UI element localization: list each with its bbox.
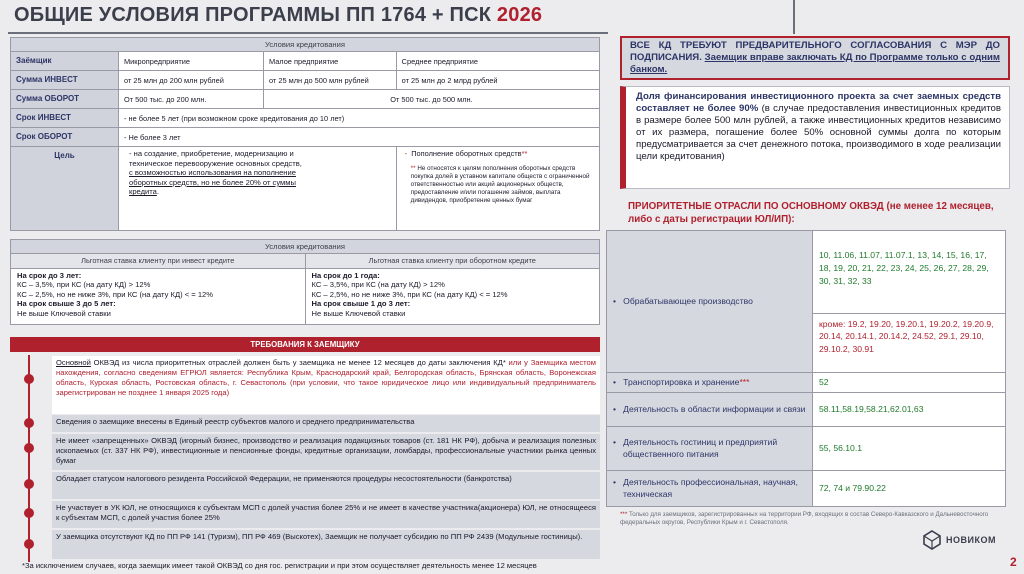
cell-micro: Микропредприятие	[119, 52, 264, 71]
okved-table	[606, 230, 1006, 507]
rate-invest-body: На срок до 3 лет: КС – 3,5%, при КС (на дату КД) > 12% КС – 2,5%, но не ниже 3%, при КС (на дату КД) < = 12% На срок свыше 3 до 5 лет: Не выше Ключевой ставки	[11, 268, 306, 324]
row-label: Сумма ОБОРОТ	[11, 90, 119, 109]
timeline-dot	[24, 479, 34, 489]
table-row	[607, 231, 1006, 373]
cell-micro: от 25 млн до 200 млн рублей	[119, 71, 264, 90]
cell-small: от 25 млн до 500 млн рублей	[263, 71, 396, 90]
requirement-item: Не имеет «запрещенных» ОКВЭД (игорный бизнес, производство и реализация подакцизных товаров (ст. 181 НК РФ), добыча и реализация полезных ископаемых (ст. 337 НК РФ), инвестиционные и пенсионные фонды, кредитные организации, ломбарды, профессиональные участники рынка ценных бумаг	[52, 434, 600, 470]
table-row	[11, 52, 600, 71]
table-row	[11, 147, 600, 231]
requirements-footnote: *За исключением случаев, когда заемщик имеет такой ОКВЭД со дня гос. регистрации и при этом осуществляет деятельность менее 12 месяцев	[22, 561, 537, 570]
codes-cell: 72, 74 и 79.90.22	[813, 471, 1006, 507]
credit-conditions-table	[10, 37, 600, 231]
cell-medium: от 25 млн до 2 млрд рублей	[396, 71, 599, 90]
codes-cell: 10, 11.06, 11.07, 11.07.1, 13, 14, 15, 16, 17, 18, 19, 20, 21, 22, 23, 24, 25, 26, 27, 28, 29, 30, 31, 32, 33 кроме: 19.2, 19.20, 19.20.1, 19.20.2, 19.20.9, 20.14, 20.14.1, 20.14.2, 24.52, 29.1, 29.10, 29.10.2, 30.91	[813, 231, 1006, 373]
table-row	[11, 90, 600, 109]
requirement-item: Обладает статусом налогового резидента Российской Федерации, не применяются процедуры несостоятельности (банкротства)	[52, 472, 600, 499]
title-underline	[8, 32, 608, 34]
title-year: 2026	[496, 4, 543, 26]
sector-cell: • Деятельность профессиональная, научная, техническая	[607, 471, 813, 507]
requirement-item: Основной ОКВЭД из числа приоритетных отраслей должен быть у заемщика не менее 12 месяцев до даты заключения КД* или у Заемщика местом нахождения, согласно сведениям ЕГРЮЛ является: Республика Крым, Краснодарский край, Белгородская область, Брянская область, Воронежская область, Курская область, Ростовская область, г. Севастополь (при условии, что такое юридическое лицо или индивидуальный предприниматель зарегистрирован не позднее 1 января 2025 года)	[52, 356, 600, 414]
table-row	[11, 109, 600, 128]
sector-cell: • Транспортировка и хранение***	[607, 373, 813, 393]
sector-cell: • Деятельность гостиниц и предприятий общественного питания	[607, 427, 813, 471]
table-row	[607, 373, 1006, 393]
okved-footnote: *** Только для заемщиков, зарегистрированных на территории РФ, входящих в состав Северо-Кавказского и Дальневосточного федеральных округов, Республики Крым и г. Севастополя.	[620, 511, 989, 527]
requirement-item: У заемщика отсутствуют КД по ПП РФ 141 (Туризм), ПП РФ 469 (Выскотех), Заемщик не получает субсидию по ПП РФ 2439 (Модульные гостиницы).	[52, 530, 600, 559]
table-row	[607, 393, 1006, 427]
requirements-timeline	[28, 355, 30, 562]
sector-cell: • Обрабатывающее производство	[607, 231, 813, 373]
timeline-dot	[24, 418, 34, 428]
timeline-dot	[24, 374, 34, 384]
cell-small: Малое предприятие	[263, 52, 396, 71]
requirements-header: ТРЕБОВАНИЯ К ЗАЕМЩИКУ	[10, 337, 600, 352]
purpose-invest: - на создание, приобретение, модернизацию и техническое перевооружение основных средств, с возможностью использования на пополнение оборотных средств, но не более 20% от суммы кредита.	[119, 147, 397, 231]
codes-cell: 58.11,58.19,58.21,62.01,63	[813, 393, 1006, 427]
title-divider	[793, 0, 795, 34]
row-label: Сумма ИНВЕСТ	[11, 71, 119, 90]
row-label: Срок ОБОРОТ	[11, 128, 119, 147]
financing-info: Доля финансирования инвестиционного проекта за счет заемных средств составляет не более 90% (в случае предоставления инвестиционных кредитов в размере более 500 млн рублей, а также инвестиционных кредитов независимо от их размера, погашение более 50% основной суммы долга по которым предусматривается за счет денежного потока, производимого в ходе реализации цели кредитования)	[620, 86, 1010, 189]
rate-invest-header: Льготная ставка клиенту при инвест кредите	[11, 254, 306, 268]
logo-icon	[922, 530, 942, 550]
sector-cell: • Деятельность в области информации и связи	[607, 393, 813, 427]
approval-notice: ВСЕ КД ТРЕБУЮТ ПРЕДВАРИТЕЛЬНОГО СОГЛАСОВАНИЯ С МЭР ДО ПОДПИСАНИЯ. Заемщик вправе заключать КД по Программе только с одним банком.	[620, 36, 1010, 80]
codes-cell: 52	[813, 373, 1006, 393]
page-number: 2	[1010, 555, 1017, 569]
company-logo	[922, 530, 1022, 552]
cell-rest: От 500 тыс. до 500 млн.	[263, 90, 599, 109]
codes-cell: 55, 56.10.1	[813, 427, 1006, 471]
row-label: Заёмщик	[11, 52, 119, 71]
row-label: Срок ИНВЕСТ	[11, 109, 119, 128]
cell-micro: От 500 тыс. до 200 млн.	[119, 90, 264, 109]
cell-value: - Не более 3 лет	[119, 128, 600, 147]
table-row	[607, 471, 1006, 507]
rate-conditions-table	[10, 239, 600, 325]
table-row	[11, 128, 600, 147]
logo-text: НОВИКОМ	[946, 535, 996, 545]
page-title: ОБЩИЕ УСЛОВИЯ ПРОГРАММЫ ПП 1764 + ПСК 2026	[14, 4, 543, 26]
rate-oborot-header: Льготная ставка клиенту при оборотном кредите	[305, 254, 600, 268]
credit-conditions-header: Условия кредитования	[11, 38, 600, 52]
rate-oborot-body: На срок до 1 года: КС – 3,5%, при КС (на дату КД) > 12% КС – 2,5%, но не ниже 3%, при КС (на дату КД) < = 12% На срок свыше 1 до 3 лет: Не выше Ключевой ставки	[305, 268, 600, 324]
table-row	[607, 427, 1006, 471]
requirement-item: Не участвует в УК ЮЛ, не относящихся к субъектам МСП с долей участия более 25% и не имеет в качестве участника(акционера) ЮЛ, не относящееся к субъектам МСП, с долей участия более 25%	[52, 501, 600, 528]
timeline-dot	[24, 508, 34, 518]
table-row	[11, 71, 600, 90]
timeline-dot	[24, 539, 34, 549]
timeline-dot	[24, 443, 34, 453]
cell-value: - не более 5 лет (при возможном сроке кредитования до 10 лет)	[119, 109, 600, 128]
rate-conditions-header: Условия кредитования	[11, 240, 600, 254]
requirement-item: Сведения о заемщике внесены в Единый реестр субъектов малого и среднего предпринимательства	[52, 415, 600, 432]
purpose-oborot: - Пополнение оборотных средств** ** Не относятся к целям пополнения оборотных средств покупка долей в уставном капитале обществ с ограниченной ответственностью или акций акционерных обществ, предоставление и/или погашение займов, выплата дивидендов, приобретение ценных бумаг	[396, 147, 599, 231]
cell-medium: Среднее предприятие	[396, 52, 599, 71]
okved-title: ПРИОРИТЕТНЫЕ ОТРАСЛИ ПО ОСНОВНОМУ ОКВЭД (не менее 12 месяцев, либо с даты регистрации ЮЛ/ИП):	[628, 201, 994, 225]
row-label: Цель	[11, 147, 119, 231]
